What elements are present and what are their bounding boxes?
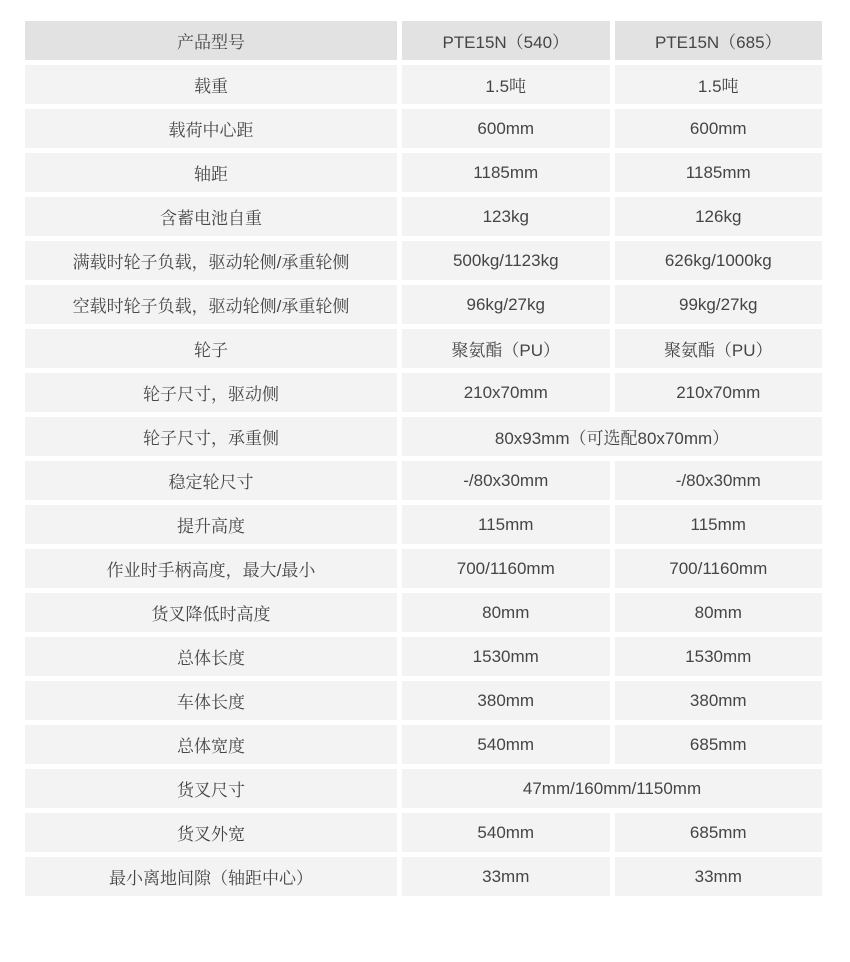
spec-label: 轮子尺寸，驱动侧 (25, 373, 397, 412)
spec-label: 轴距 (25, 153, 397, 192)
spec-value-685: 210x70mm (615, 373, 823, 412)
table-row-fork-dimensions (25, 769, 822, 808)
spec-value-540: 123kg (402, 197, 610, 236)
table-row-load-capacity (25, 65, 822, 104)
spec-label: 含蓄电池自重 (25, 197, 397, 236)
spec-label: 载荷中心距 (25, 109, 397, 148)
spec-label: 总体宽度 (25, 725, 397, 764)
spec-value-685: 700/1160mm (615, 549, 823, 588)
table-row-service-weight (25, 197, 822, 236)
table-row-lift-height (25, 505, 822, 544)
spec-value-540: 500kg/1123kg (402, 241, 610, 280)
spec-value-540: 1.5吨 (402, 65, 610, 104)
spec-value-540: 96kg/27kg (402, 285, 610, 324)
spec-label: 最小离地间隙（轴距中心） (25, 857, 397, 896)
spec-label: 货叉外宽 (25, 813, 397, 852)
spec-value-685: 600mm (615, 109, 823, 148)
spec-label: 货叉降低时高度 (25, 593, 397, 632)
spec-label: 空载时轮子负载，驱动轮侧/承重轮侧 (25, 285, 397, 324)
table-row-overall-length (25, 637, 822, 676)
spec-value-685: 380mm (615, 681, 823, 720)
table-row-ground-clearance (25, 857, 822, 896)
spec-value-685: 1530mm (615, 637, 823, 676)
spec-value-685: 聚氨酯（PU） (615, 329, 823, 368)
spec-value-540: 1530mm (402, 637, 610, 676)
spec-value-540: 540mm (402, 813, 610, 852)
header-row (25, 21, 822, 60)
spec-value-540: 540mm (402, 725, 610, 764)
spec-value-540: 1185mm (402, 153, 610, 192)
spec-label: 车体长度 (25, 681, 397, 720)
column-header-pte15n-685: PTE15N（685） (615, 21, 823, 60)
spec-label: 货叉尺寸 (25, 769, 397, 808)
spec-label: 总体长度 (25, 637, 397, 676)
spec-value-540: 115mm (402, 505, 610, 544)
spec-value-685: 115mm (615, 505, 823, 544)
column-header-model: 产品型号 (25, 21, 397, 60)
spec-value-685: 33mm (615, 857, 823, 896)
spec-label: 提升高度 (25, 505, 397, 544)
spec-value-540: 33mm (402, 857, 610, 896)
spec-value-540: -/80x30mm (402, 461, 610, 500)
spec-label: 稳定轮尺寸 (25, 461, 397, 500)
table-row-axle-load-laden (25, 241, 822, 280)
spec-value-685: 685mm (615, 725, 823, 764)
spec-value-span: 80x93mm（可选配80x70mm） (402, 417, 822, 456)
spec-label: 轮子 (25, 329, 397, 368)
spec-value-540: 210x70mm (402, 373, 610, 412)
spec-value-span: 47mm/160mm/1150mm (402, 769, 822, 808)
spec-value-685: 685mm (615, 813, 823, 852)
spec-value-685: -/80x30mm (615, 461, 823, 500)
spec-label: 满载时轮子负载，驱动轮侧/承重轮侧 (25, 241, 397, 280)
table-row-fork-lowered-height (25, 593, 822, 632)
table-row-load-center (25, 109, 822, 148)
table-row-fork-outer-width (25, 813, 822, 852)
spec-value-540: 380mm (402, 681, 610, 720)
table-row-wheel-type (25, 329, 822, 368)
spec-value-685: 1.5吨 (615, 65, 823, 104)
table-row-handle-height (25, 549, 822, 588)
spec-value-685: 1185mm (615, 153, 823, 192)
spec-value-540: 聚氨酯（PU） (402, 329, 610, 368)
spec-label: 载重 (25, 65, 397, 104)
table-row-stabilizer-wheel-size (25, 461, 822, 500)
spec-value-685: 80mm (615, 593, 823, 632)
spec-label: 轮子尺寸，承重侧 (25, 417, 397, 456)
spec-value-540: 600mm (402, 109, 610, 148)
spec-table (25, 21, 822, 896)
spec-value-685: 126kg (615, 197, 823, 236)
spec-value-540: 80mm (402, 593, 610, 632)
table-row-axle-load-unladen (25, 285, 822, 324)
table-row-wheel-size-load (25, 417, 822, 456)
table-row-wheelbase (25, 153, 822, 192)
spec-value-540: 700/1160mm (402, 549, 610, 588)
column-header-pte15n-540: PTE15N（540） (402, 21, 610, 60)
spec-label: 作业时手柄高度，最大/最小 (25, 549, 397, 588)
table-row-overall-width (25, 725, 822, 764)
spec-value-685: 99kg/27kg (615, 285, 823, 324)
table-row-body-length (25, 681, 822, 720)
spec-value-685: 626kg/1000kg (615, 241, 823, 280)
table-row-wheel-size-drive (25, 373, 822, 412)
